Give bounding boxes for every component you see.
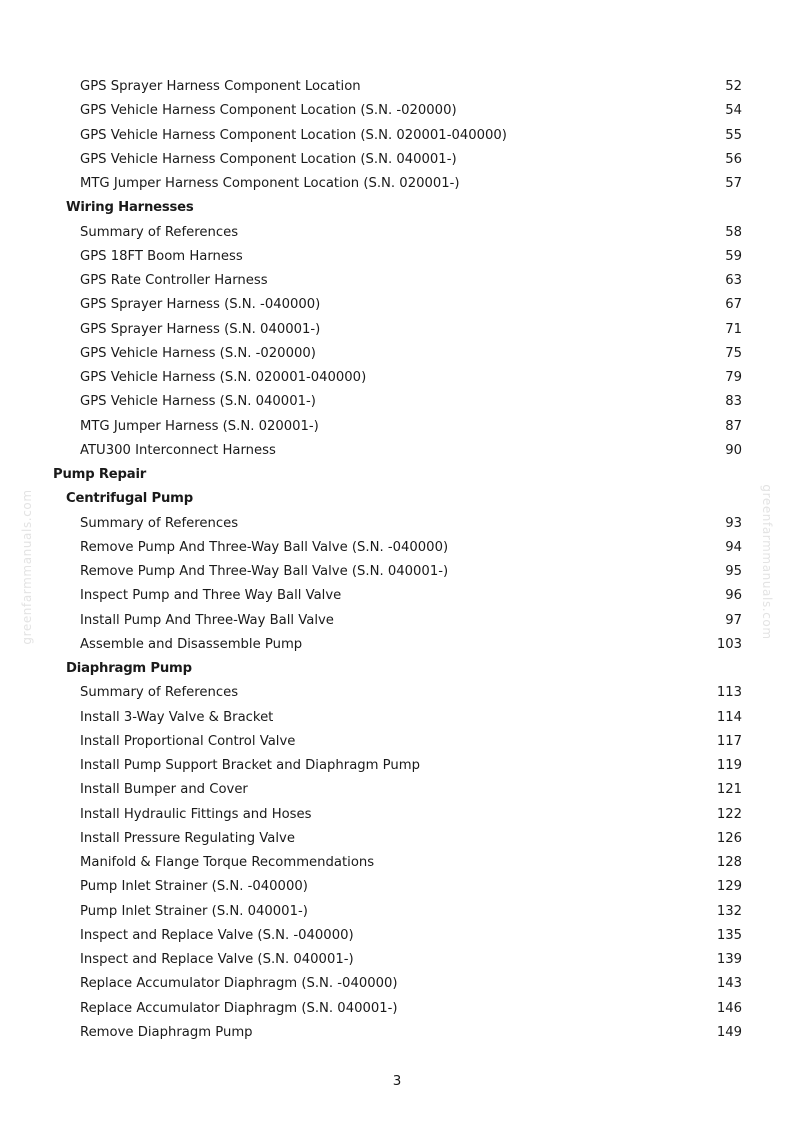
toc-entry[interactable] [0, 439, 794, 463]
toc-entry[interactable] [0, 706, 794, 730]
toc-page-number: 59 [725, 248, 742, 264]
toc-entry[interactable] [0, 75, 794, 99]
toc-page-number: 63 [725, 273, 742, 288]
watermark-right: greenfarmmanuals.com [760, 484, 774, 640]
toc-page-number: 94 [725, 539, 742, 555]
toc-entry-title: Remove Diaphragm Pump [80, 1024, 253, 1040]
toc-page-number: 126 [716, 830, 742, 846]
toc-entry-title: Inspect Pump and Three Way Ball Valve [80, 588, 342, 604]
toc-entry[interactable] [0, 754, 794, 778]
toc-subsection-title: Centrifugal Pump [66, 491, 193, 507]
toc-page-number: 57 [725, 176, 742, 191]
toc-entry[interactable] [0, 803, 794, 827]
toc-entry-title: Inspect and Replace Valve (S.N. -040000) [80, 927, 354, 943]
toc-entry[interactable] [0, 342, 794, 366]
toc-page-number: 52 [725, 79, 742, 94]
toc-page-number: 139 [716, 952, 742, 967]
toc-entry[interactable] [0, 536, 794, 560]
toc-subsection [0, 487, 794, 511]
toc-entry-title: Replace Accumulator Diaphragm (S.N. 040001-) [80, 1000, 398, 1016]
toc-entry[interactable] [0, 827, 794, 851]
toc-entry[interactable] [0, 584, 794, 608]
toc-entry-title: Install Pump Support Bracket and Diaphragm Pump [80, 758, 420, 773]
toc-entry[interactable] [0, 948, 794, 972]
toc-entry[interactable] [0, 366, 794, 390]
toc-section [0, 463, 794, 487]
watermark-left: greenfarmmanuals.com [20, 489, 34, 645]
toc-entry[interactable] [0, 318, 794, 342]
toc-entry-title: Inspect and Replace Valve (S.N. 040001-) [80, 952, 354, 967]
toc-entry[interactable] [0, 269, 794, 293]
toc-entry-title: Pump Inlet Strainer (S.N. -040000) [80, 879, 308, 895]
toc-entry[interactable] [0, 609, 794, 633]
toc-page-number: 79 [725, 370, 742, 385]
toc-entry-title: GPS Vehicle Harness (S.N. -020000) [80, 345, 316, 361]
toc-page-number: 93 [725, 515, 742, 531]
toc-entry-title: Install Proportional Control Valve [80, 733, 296, 749]
toc-entry[interactable] [0, 390, 794, 414]
toc-subsection-title: Diaphragm Pump [66, 661, 192, 676]
toc-entry-title: GPS 18FT Boom Harness [80, 248, 243, 264]
toc-entry[interactable] [0, 851, 794, 875]
toc-entry[interactable] [0, 512, 794, 536]
toc-entry-title: Pump Inlet Strainer (S.N. 040001-) [80, 903, 308, 919]
toc-page-number: 96 [725, 588, 742, 604]
toc-entry-title: Assemble and Disassemble Pump [80, 636, 303, 652]
toc-page-number: 67 [725, 297, 742, 313]
toc-entry[interactable] [0, 99, 794, 123]
toc-entry-title: Remove Pump And Three-Way Ball Valve (S.N. 040001-) [80, 564, 449, 579]
toc-page-number: 83 [725, 394, 742, 410]
toc-entry[interactable] [0, 245, 794, 269]
toc-entry[interactable] [0, 148, 794, 172]
toc-entry-title: GPS Vehicle Harness (S.N. 020001-040000) [80, 370, 367, 385]
toc-page-number: 129 [716, 879, 742, 895]
toc-page-number: 103 [716, 636, 742, 652]
toc-page-number: 121 [716, 782, 742, 798]
toc-page-number: 56 [725, 151, 742, 167]
table-of-contents [0, 75, 794, 1045]
toc-page-number: 90 [725, 442, 742, 458]
toc-page-number: 87 [725, 418, 742, 434]
toc-page-number: 149 [716, 1024, 742, 1040]
toc-page-number: 119 [716, 758, 742, 773]
toc-page-number: 113 [716, 685, 742, 701]
toc-section-title: Pump Repair [53, 467, 147, 482]
toc-page-number: 117 [716, 733, 742, 749]
toc-entry-title: Manifold & Flange Torque Recommendations [80, 855, 375, 870]
toc-page-number: 71 [725, 321, 742, 337]
toc-entry[interactable] [0, 900, 794, 924]
toc-entry-title: GPS Rate Controller Harness [80, 273, 268, 288]
toc-page-number: 122 [716, 806, 742, 822]
toc-page-number: 135 [716, 927, 742, 943]
toc-entry-title: Summary of References [80, 515, 239, 531]
toc-page-number: 146 [716, 1000, 742, 1016]
toc-entry-title: ATU300 Interconnect Harness [80, 442, 276, 458]
toc-entry-title: MTG Jumper Harness Component Location (S.N. 020001-) [80, 176, 460, 191]
toc-page-number: 132 [716, 903, 742, 919]
toc-entry[interactable] [0, 221, 794, 245]
toc-entry-title: GPS Sprayer Harness (S.N. -040000) [80, 297, 321, 313]
toc-entry-title: GPS Vehicle Harness Component Location (S.N. -020000) [80, 103, 457, 119]
toc-entry[interactable] [0, 124, 794, 148]
toc-entry[interactable] [0, 415, 794, 439]
toc-entry[interactable] [0, 730, 794, 754]
toc-entry-title: Install Pressure Regulating Valve [80, 830, 295, 846]
toc-entry-title: Install 3-Way Valve & Bracket [80, 709, 274, 725]
toc-page-number: 55 [725, 127, 742, 143]
toc-entry-title: MTG Jumper Harness (S.N. 020001-) [80, 418, 319, 434]
toc-entry-title: GPS Sprayer Harness Component Location [80, 79, 361, 94]
toc-entry-title: GPS Vehicle Harness Component Location (S.N. 040001-) [80, 151, 457, 167]
toc-entry-title: Summary of References [80, 224, 239, 240]
toc-entry-title: GPS Vehicle Harness Component Location (S.N. 020001-040000) [80, 127, 507, 143]
toc-page-number: 128 [716, 855, 742, 870]
toc-subsection [0, 657, 794, 681]
toc-entry[interactable] [0, 1021, 794, 1045]
toc-page-number: 58 [725, 224, 742, 240]
toc-page-number: 143 [716, 976, 742, 992]
toc-entry-title: Install Hydraulic Fittings and Hoses [80, 806, 312, 822]
toc-entry[interactable] [0, 560, 794, 584]
toc-subsection [0, 196, 794, 220]
toc-entry-title: Remove Pump And Three-Way Ball Valve (S.N. -040000) [80, 539, 449, 555]
toc-entry-title: Summary of References [80, 685, 239, 701]
toc-page-number: 95 [725, 564, 742, 579]
toc-entry[interactable] [0, 924, 794, 948]
toc-entry-title: GPS Vehicle Harness (S.N. 040001-) [80, 394, 316, 410]
toc-entry-title: Replace Accumulator Diaphragm (S.N. -040000) [80, 976, 398, 992]
page-number: 3 [392, 1073, 402, 1089]
toc-entry[interactable] [0, 778, 794, 802]
toc-page-number: 75 [725, 345, 742, 361]
toc-entry[interactable] [0, 172, 794, 196]
toc-page-number: 114 [716, 709, 742, 725]
toc-subsection-title: Wiring Harnesses [66, 200, 194, 216]
toc-entry-title: Install Bumper and Cover [80, 782, 248, 798]
toc-entry-title: GPS Sprayer Harness (S.N. 040001-) [80, 321, 321, 337]
toc-page-number: 97 [725, 612, 742, 628]
toc-entry-title: Install Pump And Three-Way Ball Valve [80, 612, 334, 628]
toc-entry[interactable] [0, 681, 794, 705]
toc-entry[interactable] [0, 293, 794, 317]
toc-entry[interactable] [0, 633, 794, 657]
toc-entry[interactable] [0, 997, 794, 1021]
toc-entry[interactable] [0, 972, 794, 996]
toc-page-number: 54 [725, 103, 742, 119]
toc-entry[interactable] [0, 875, 794, 899]
